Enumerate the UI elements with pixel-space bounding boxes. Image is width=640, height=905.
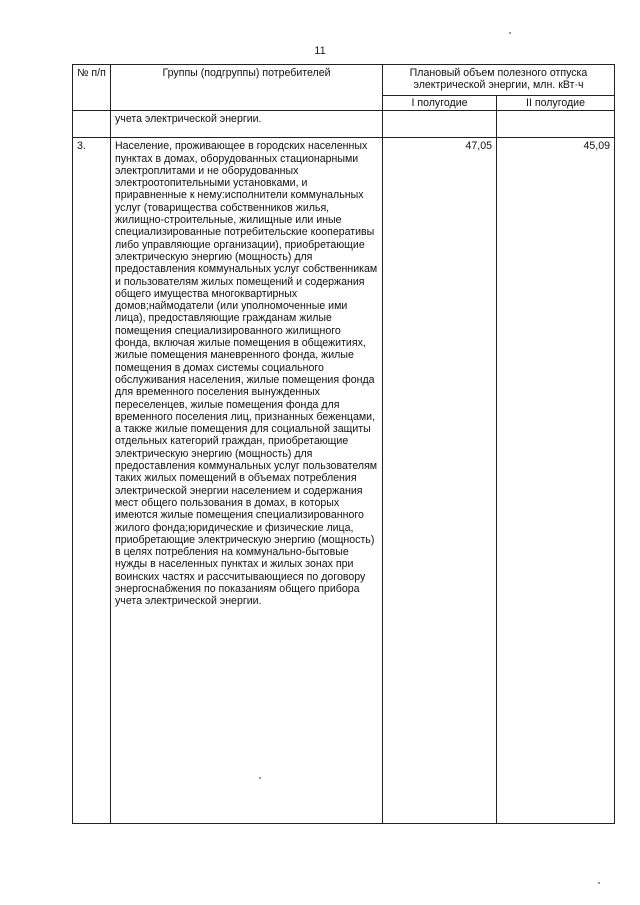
row-half1-value: 47,05 xyxy=(383,138,497,824)
consumption-table xyxy=(72,64,615,824)
table-header-row xyxy=(73,65,615,96)
header-volume: Плановый объем полезного отпуска электрической энергии, млн. кВт·ч xyxy=(383,65,615,96)
table-row xyxy=(73,138,615,824)
row-num: 3. xyxy=(73,138,111,824)
scan-speck xyxy=(598,882,600,884)
header-half2: II полугодие xyxy=(497,96,615,111)
scan-speck xyxy=(259,777,261,779)
continuation-half1 xyxy=(383,111,497,138)
page-number: 11 xyxy=(314,45,326,57)
header-group: Группы (подгруппы) потребителей xyxy=(111,65,383,111)
row-half2-value: 45,09 xyxy=(497,138,615,824)
continuation-text: учета электрической энергии. xyxy=(111,111,383,138)
header-half1: I полугодие xyxy=(383,96,497,111)
scan-speck xyxy=(509,32,511,34)
table-row-continuation xyxy=(73,111,615,138)
continuation-num xyxy=(73,111,111,138)
continuation-half2 xyxy=(497,111,615,138)
header-num: № п/п xyxy=(73,65,111,111)
row-group: Население, проживающее в городских населенных пунктах в домах, оборудованных стационарными электроплитами и не оборудованных электроотопительными установками, и приравненные к нему:исполнители коммунальных услуг (товарищества собственников жилья, жилищно-строительные, жилищные или иные специализированные потребительские кооперативы либо управляющие организации), приобретающие электрическую энергию (мощность) для предоставления коммунальных услуг собственникам и пользователям жилых помещений и содержания общего имущества многоквартирных домов;наймодатели (или уполномоченные ими лица), предоставляющие гражданам жилые помещения специализированного жилищного фонда, включая жилые помещения в общежитиях, жилые помещения маневренного фонда, жилые помещения в домах системы социального обслуживания населения, жилые помещения фонда для временного поселения вынужденных переселенцев, жилые помещения фонда для временного поселения лиц, признанных беженцами, а также жилые помещения для социальной защиты отдельных категорий граждан, приобретающие электрическую энергию (мощность) для предоставления коммунальных услуг пользователям таких жилых помещений в объемах потребления электрической энергии населением и содержания мест общего пользования в домах, в которых имеются жилые помещения специализированного жилого фонда;юридические и физические лица, приобретающие электрическую энергию (мощность) в целях потребления на коммунально-бытовые нужды в населенных пунктах и жилых зонах при воинских частях и рассчитывающиеся по договору энергоснабжения по показаниям общего прибора учета электрической энергии. xyxy=(111,138,383,824)
